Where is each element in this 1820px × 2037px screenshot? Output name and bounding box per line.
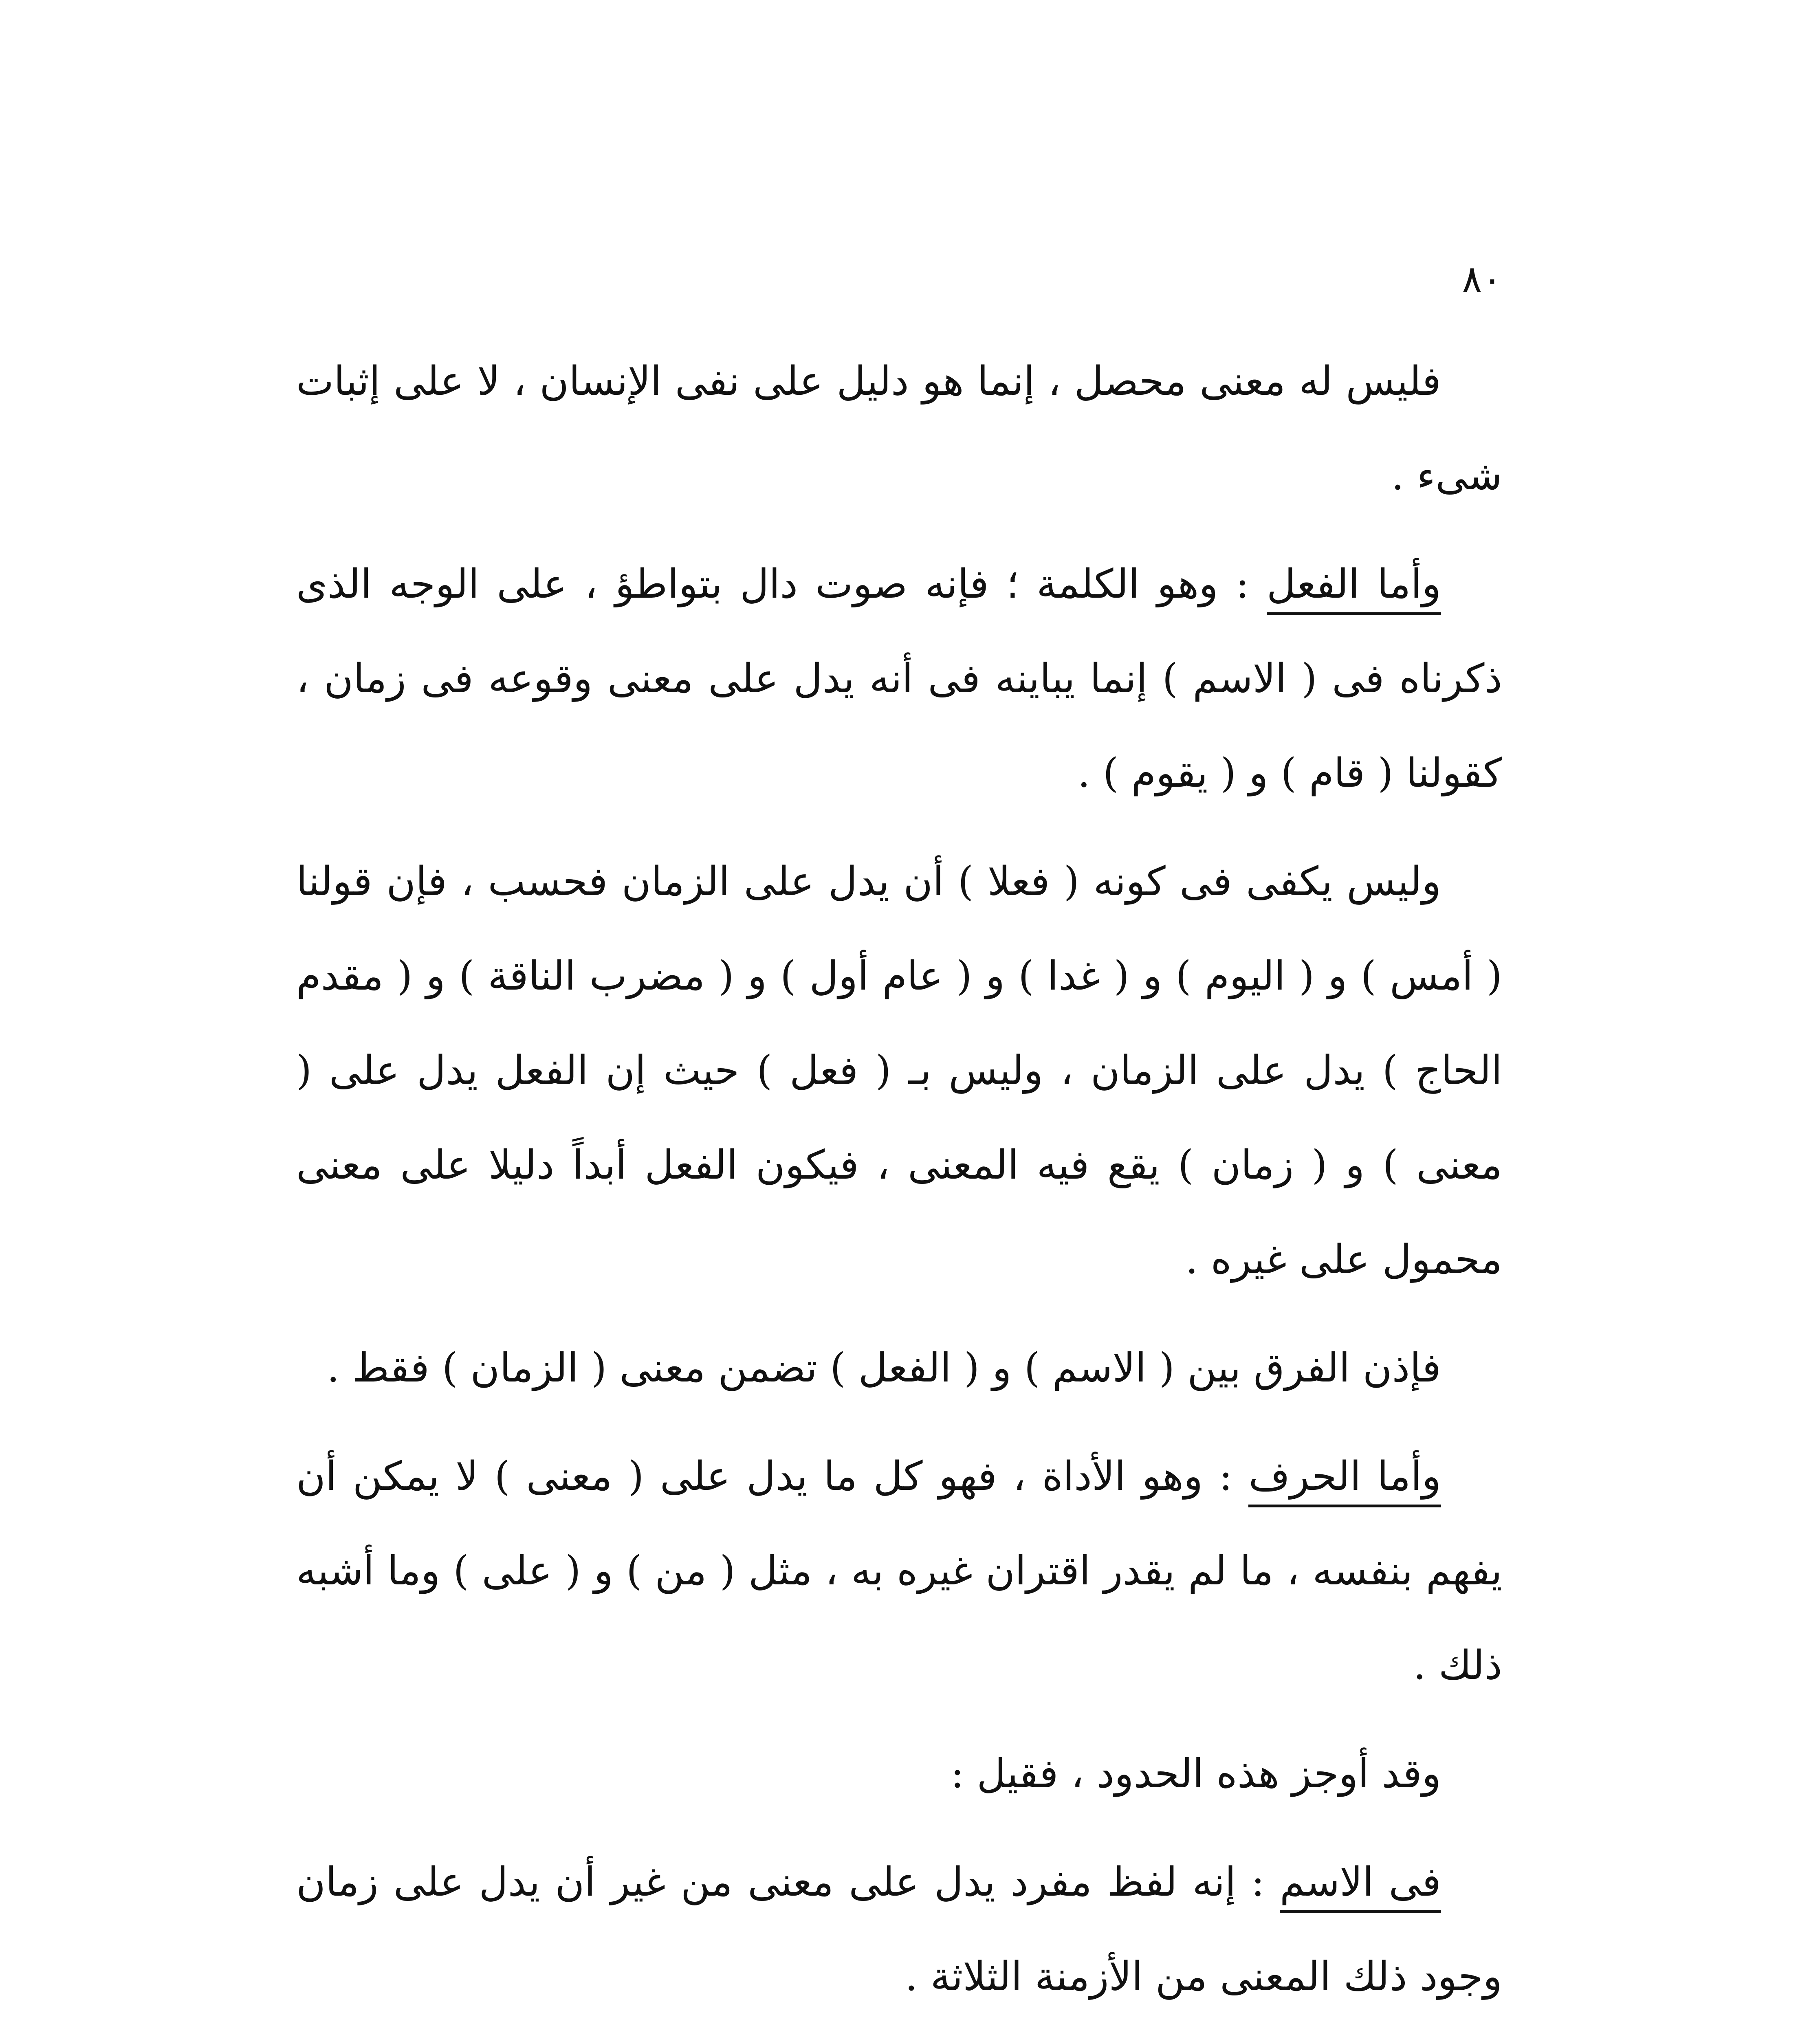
paragraph-7-text: : إنه لفظ مفرد يدل على معنى من غير أن يدل على زمان وجود ذلك المعنى من الأزمنة الثلاثة . [296, 1859, 1502, 2000]
paragraph-5-lead: وأما الحرف [1248, 1453, 1441, 1507]
paragraph-6-text: وقد أوجز هذه الحدود ، فقيل : [951, 1751, 1441, 1797]
paragraph-4-text: فإذن الفرق بين ( الاسم ) و ( الفعل ) تضمن معنى ( الزمان ) فقط . [327, 1345, 1441, 1391]
paragraph-4 [296, 1321, 1502, 1415]
paragraph-6 [296, 1727, 1502, 1821]
paragraph-1 [296, 334, 1502, 523]
paragraph-2-text: : وهو الكلمة ؛ فإنه صوت دال بتواطؤ ، على الوجه الذى ذكرناه فى ( الاسم ) إنما يباينه فى أنه يدل على معنى وقوعه فى زمان ، كقولنا ( قام ) و ( يقوم ) . [296, 561, 1502, 796]
paragraph-3-text: وليس يكفى فى كونه ( فعلا ) أن يدل على الزمان فحسب ، فإن قولنا ( أمس ) و ( اليوم ) و ( غدا ) و ( عام أول ) و ( مضرب الناقة ) و ( مقدم الحاج ) يدل على الزمان ، وليس بـ ( فعل ) حيث إن الفعل يدل على ( معنى ) و ( زمان ) يقع فيه المعنى ، فيكون الفعل أبداً دليلا على معنى محمول على غيره . [296, 858, 1502, 1283]
paragraph-7-lead: فى الاسم [1280, 1859, 1441, 1913]
page-number: ٨٠ [1462, 257, 1502, 301]
paragraph-2-lead: وأما الفعل [1267, 561, 1441, 615]
paragraph-5 [296, 1429, 1502, 1713]
paragraph-3 [296, 834, 1502, 1307]
paragraph-5-text: : وهو الأداة ، فهو كل ما يدل على ( معنى ) لا يمكن أن يفهم بنفسه ، ما لم يقدر اقتران غيره به ، مثل ( من ) و ( على ) وما أشبه ذلك . [296, 1453, 1502, 1689]
paragraph-2 [296, 537, 1502, 821]
paragraph-1-text: فليس له معنى محصل ، إنما هو دليل على نفى الإنسان ، لا على إثبات شىء . [296, 358, 1502, 499]
text-body [296, 334, 1502, 2037]
paragraph-7 [296, 1835, 1502, 2024]
